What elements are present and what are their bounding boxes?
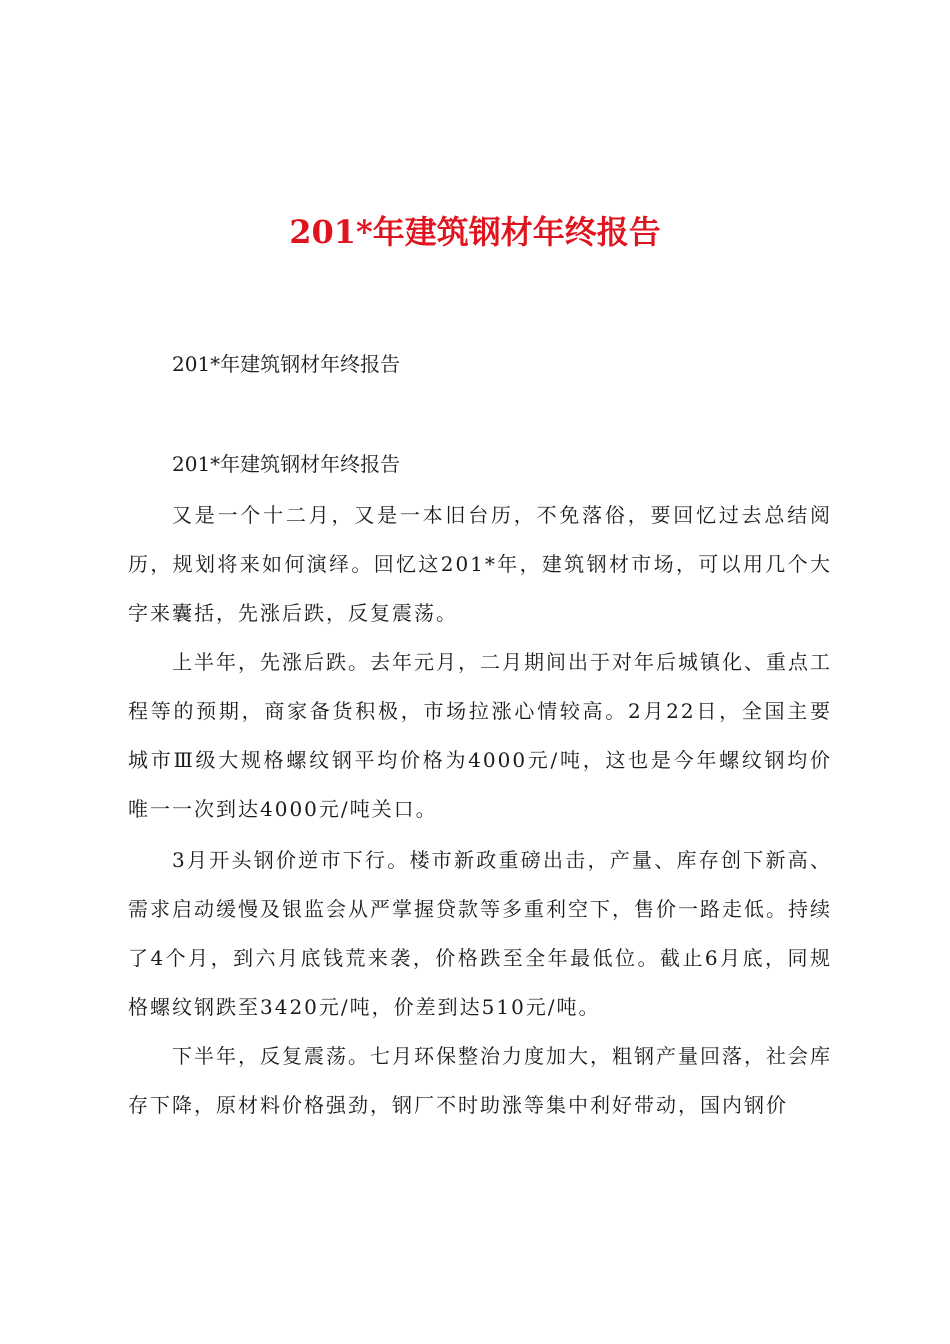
paragraph-march-decline: 3月开头钢价逆市下行。楼市新政重磅出击，产量、库存创下新高、需求启动缓慢及银监会从严掌握贷款等多重利空下，售价一路走低。持续了4个月，到六月底钱荒来袭，价格跌至全年最低位。截止6月底，同规格螺纹钢跌至3420元/吨，价差到达510元/吨。 bbox=[128, 848, 832, 1019]
document-subtitle-repeat: 201*年建筑钢材年终报告 bbox=[172, 452, 401, 476]
document-title: 201*年建筑钢材年终报告 bbox=[289, 213, 661, 251]
paragraph-first-half: 上半年，先涨后跌。去年元月，二月期间出于对年后城镇化、重点工程等的预期，商家备货积极，市场拉涨心情较高。2月22日，全国主要城市Ⅲ级大规格螺纹钢平均价格为4000元/吨，这也是今年螺纹钢均价唯一一次到达4000元/吨关口。 bbox=[128, 650, 832, 821]
document-subtitle: 201*年建筑钢材年终报告 bbox=[172, 352, 401, 376]
paragraph-intro: 又是一个十二月，又是一本旧台历，不免落俗，要回忆过去总结阅历，规划将来如何演绎。回忆这201*年，建筑钢材市场，可以用几个大字来囊括，先涨后跌，反复震荡。 bbox=[128, 503, 832, 625]
paragraph-second-half: 下半年，反复震荡。七月环保整治力度加大，粗钢产量回落，社会库存下降，原材料价格强劲，钢厂不时助涨等集中利好带动，国内钢价 bbox=[128, 1044, 832, 1117]
